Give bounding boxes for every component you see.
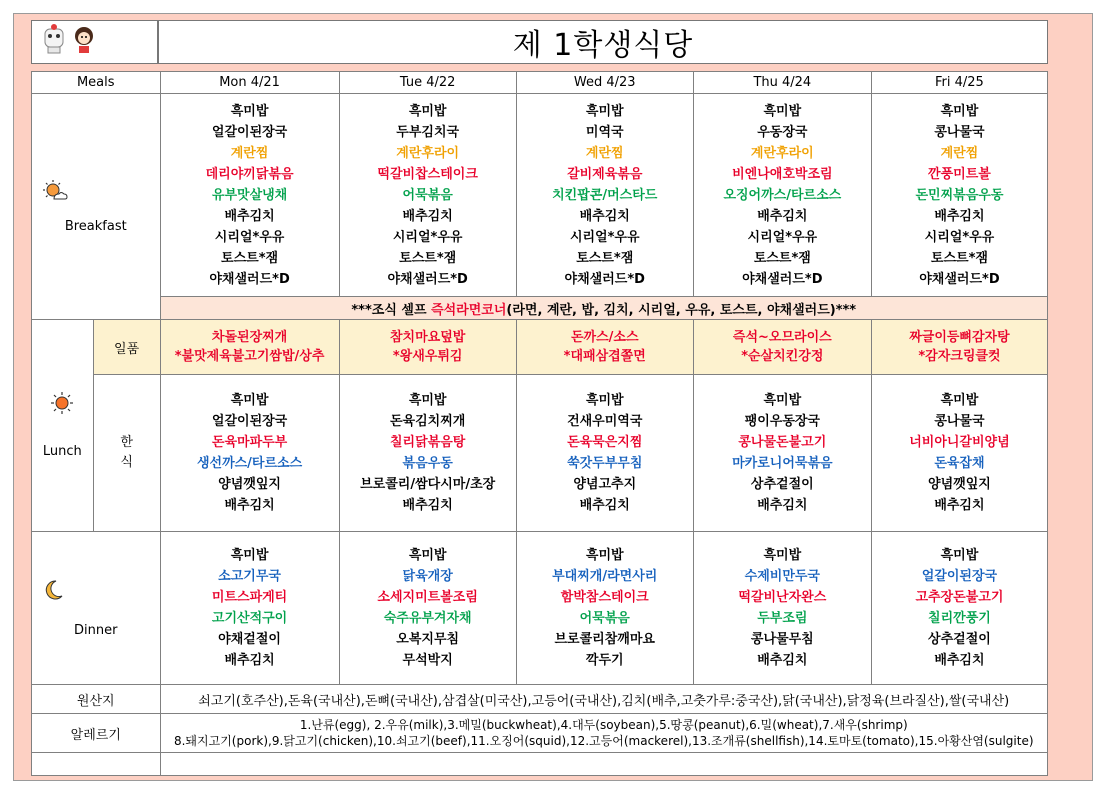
ilpum-item: *감자크링클컷 bbox=[918, 349, 1001, 364]
menu-item: 흑미밥 bbox=[940, 103, 979, 119]
menu-item: 깐풍미트볼 bbox=[928, 166, 991, 182]
allergy-line: 1.난류(egg), 2.우유(milk),3.메밀(buckwheat),4.대두(soybean),5.땅콩(peanut),6.밀(wheat),7.새우(shrimp) bbox=[299, 718, 908, 732]
menu-item: 수제비만두국 bbox=[744, 569, 820, 584]
menu-item: 흑미밥 bbox=[763, 393, 802, 408]
menu-item: 배추김치 bbox=[757, 208, 808, 224]
menu-item: 어묵볶음 bbox=[402, 187, 453, 203]
ilpum-item: 차돌된장찌개 bbox=[211, 330, 288, 345]
menu-item: 배추김치 bbox=[934, 208, 985, 224]
menu-item: 닭육개장 bbox=[402, 569, 453, 584]
hansik-day bbox=[871, 375, 1047, 532]
menu-item: 얼갈이된장국 bbox=[211, 414, 288, 429]
menu-item: 흑미밥 bbox=[230, 103, 269, 119]
moon-icon bbox=[42, 579, 64, 601]
menu-item: 돈육잡채 bbox=[934, 456, 985, 471]
menu-item: 흑미밥 bbox=[230, 393, 269, 408]
menu-item: 칠리닭볶음탕 bbox=[389, 435, 466, 450]
menu-item: 배추김치 bbox=[579, 498, 630, 513]
menu-item: 우동장국 bbox=[757, 124, 808, 140]
ilpum-item: *왕새우튀김 bbox=[392, 349, 463, 364]
menu-item: 양념깻잎지 bbox=[928, 477, 991, 492]
menu-item: 치킨팝콘/머스타드 bbox=[552, 187, 658, 203]
menu-item: 상추겉절이 bbox=[750, 477, 814, 492]
menu-item: 계란후라이 bbox=[750, 145, 814, 161]
menu-item: 토스트*잼 bbox=[399, 250, 457, 266]
day-header: Mon 4/21 bbox=[160, 72, 339, 94]
self-notice-highlight: 즉석라면코너 bbox=[431, 302, 507, 318]
menu-item: 토스트*잼 bbox=[753, 250, 811, 266]
origin-text: 쇠고기(호주산),돈육(국내산),돈뼈(국내산),삼겹살(미국산),고등어(국내산),김치(배추,고춧가루:중국산),닭(국내산),닭정육(브라질산),쌀(국내산) bbox=[160, 685, 1047, 714]
menu-item: 부대찌개/라면사리 bbox=[552, 569, 658, 584]
menu-item: 콩나물국 bbox=[934, 124, 985, 140]
ilpum-item: *순살치킨강정 bbox=[741, 349, 824, 364]
menu-item: 떡갈비난자완스 bbox=[738, 590, 827, 605]
menu-item: 깍두기 bbox=[585, 653, 624, 668]
menu-item: 어묵볶음 bbox=[579, 611, 630, 626]
ilpum-item: *불맛제육불고기쌈밥/상추 bbox=[174, 349, 325, 364]
menu-item: 배추김치 bbox=[757, 498, 808, 513]
menu-item: 볶음우동 bbox=[402, 456, 453, 471]
footer-blank bbox=[32, 753, 161, 776]
menu-item: 시리얼*우유 bbox=[392, 229, 463, 245]
self-notice-post: (라면, 계란, 밥, 김치, 시리얼, 우유, 토스트, 야채샐러드)*** bbox=[506, 302, 857, 318]
menu-item: 흑미밥 bbox=[940, 393, 979, 408]
menu-item: 배추김치 bbox=[934, 653, 985, 668]
menu-item: 흑미밥 bbox=[763, 548, 802, 563]
menu-item: 배추김치 bbox=[224, 498, 275, 513]
breakfast-day bbox=[693, 94, 871, 297]
hansik-day bbox=[339, 375, 516, 532]
self-notice bbox=[160, 297, 1047, 320]
menu-item: 계란찜 bbox=[940, 145, 979, 161]
menu-item: 토스트*잼 bbox=[221, 250, 279, 266]
menu-item: 고기산적구이 bbox=[211, 611, 288, 626]
menu-item: 너비아니갈비양념 bbox=[909, 435, 1010, 450]
day-header: Fri 4/25 bbox=[871, 72, 1047, 94]
menu-item: 양념고추지 bbox=[573, 477, 637, 492]
menu-item: 데리야끼닭볶음 bbox=[205, 166, 294, 182]
menu-item: 시리얼*우유 bbox=[214, 229, 285, 245]
menu-item: 배추김치 bbox=[402, 498, 453, 513]
dinner-day bbox=[871, 532, 1047, 685]
menu-item: 쑥갓두부무침 bbox=[567, 456, 643, 471]
menu-item: 계란후라이 bbox=[396, 145, 460, 161]
menu-item: 흑미밥 bbox=[585, 393, 624, 408]
menu-item: 계란찜 bbox=[230, 145, 269, 161]
menu-item: 야채겉절이 bbox=[218, 632, 281, 647]
menu-item: 생선까스/타르소스 bbox=[196, 456, 303, 471]
menu-item: 흑미밥 bbox=[585, 103, 624, 119]
menu-item: 흑미밥 bbox=[940, 548, 979, 563]
menu-table bbox=[31, 71, 1048, 776]
menu-item: 흑미밥 bbox=[230, 548, 269, 563]
breakfast-row bbox=[32, 94, 1048, 297]
sun-icon bbox=[51, 392, 73, 414]
menu-item: 칠리깐풍기 bbox=[928, 611, 991, 626]
menu-item: 상추겉절이 bbox=[928, 632, 991, 647]
menu-item: 콩나물무침 bbox=[750, 632, 814, 647]
header-row bbox=[32, 72, 1048, 94]
hansik-day bbox=[516, 375, 693, 532]
menu-item: 두부조림 bbox=[757, 611, 808, 626]
menu-item: 흑미밥 bbox=[408, 393, 447, 408]
menu-item: 고추장돈불고기 bbox=[915, 590, 1004, 605]
lunch-label: Lunch bbox=[42, 444, 82, 459]
ilpum-item: 즉석~오므라이스 bbox=[732, 330, 832, 345]
menu-item: 갈비제육볶음 bbox=[567, 166, 643, 182]
breakfast-day bbox=[339, 94, 516, 297]
menu-item: 시리얼*우유 bbox=[924, 229, 995, 245]
ilpum-item: 짜글이등뼈감자탕 bbox=[909, 330, 1010, 345]
menu-item: 야채샐러드*D bbox=[387, 271, 468, 287]
menu-item: 얼갈이된장국 bbox=[211, 124, 288, 140]
menu-item: 얼갈이된장국 bbox=[921, 569, 998, 584]
menu-item: 시리얼*우유 bbox=[569, 229, 640, 245]
allergy-label: 알레르기 bbox=[32, 714, 161, 753]
footer-row bbox=[32, 753, 1048, 776]
dinner-row bbox=[32, 532, 1048, 685]
ilpum-label: 일품 bbox=[93, 320, 160, 375]
menu-item: 배추김치 bbox=[402, 208, 453, 224]
menu-item: 콩나물돈불고기 bbox=[738, 435, 827, 450]
lunch-hansik-row bbox=[32, 375, 1048, 532]
ilpum-item: 돈까스/소스 bbox=[570, 330, 639, 345]
menu-item: 함박참스테이크 bbox=[560, 590, 649, 605]
menu-item: 미역국 bbox=[585, 124, 624, 140]
menu-item: 돈육묵은지찜 bbox=[567, 435, 643, 450]
origin-row bbox=[32, 685, 1048, 714]
menu-item: 시리얼*우유 bbox=[747, 229, 818, 245]
menu-item: 마카로니어묵볶음 bbox=[732, 456, 833, 471]
ilpum-day bbox=[871, 320, 1047, 375]
menu-item: 숙주유부겨자채 bbox=[383, 611, 472, 626]
breakfast-label: Breakfast bbox=[64, 219, 127, 234]
breakfast-day bbox=[516, 94, 693, 297]
dinner-day bbox=[516, 532, 693, 685]
menu-item: 배추김치 bbox=[579, 208, 630, 224]
ilpum-day bbox=[160, 320, 339, 375]
meals-header: Meals bbox=[32, 72, 161, 94]
dinner-label-cell bbox=[32, 532, 161, 685]
allergy-row bbox=[32, 714, 1048, 753]
footer-blank bbox=[160, 753, 1047, 776]
menu-item: 야채샐러드*D bbox=[919, 271, 1000, 287]
menu-item: 소세지미트볼조림 bbox=[377, 590, 478, 605]
menu-item: 브로콜리/쌈다시마/초장 bbox=[360, 477, 496, 492]
menu-item: 떡갈비찹스테이크 bbox=[377, 166, 478, 182]
menu-item: 양념깻잎지 bbox=[218, 477, 281, 492]
hansik-label: 한 식 bbox=[93, 375, 160, 532]
menu-item: 토스트*잼 bbox=[930, 250, 988, 266]
menu-item: 배추김치 bbox=[757, 653, 808, 668]
menu-item: 배추김치 bbox=[224, 208, 275, 224]
menu-item: 소고기무국 bbox=[218, 569, 281, 584]
logo bbox=[31, 20, 158, 64]
menu-item: 콩나물국 bbox=[934, 414, 985, 429]
allergy-text bbox=[160, 714, 1047, 753]
breakfast-day bbox=[871, 94, 1047, 297]
menu-item: 흑미밥 bbox=[408, 548, 447, 563]
day-header: Wed 4/23 bbox=[516, 72, 693, 94]
lunch-ilpum-row bbox=[32, 320, 1048, 375]
menu-item: 흑미밥 bbox=[585, 548, 624, 563]
menu-item: 야채샐러드*D bbox=[209, 271, 290, 287]
ilpum-day bbox=[516, 320, 693, 375]
dinner-label: Dinner bbox=[74, 622, 118, 638]
ilpum-item: *대패삼겹쫄면 bbox=[563, 349, 646, 364]
mascot-icon bbox=[32, 21, 102, 61]
page-title: 제 1학생식당 bbox=[158, 20, 1048, 64]
sun-cloud-icon bbox=[42, 179, 68, 203]
menu-item: 무석박지 bbox=[402, 653, 453, 668]
menu-item: 흑미밥 bbox=[408, 103, 447, 119]
dinner-day bbox=[339, 532, 516, 685]
menu-item: 오징어까스/타르소스 bbox=[723, 187, 842, 203]
breakfast-day bbox=[160, 94, 339, 297]
breakfast-label-cell bbox=[32, 94, 161, 320]
menu-item: 비엔나애호박조림 bbox=[732, 166, 833, 182]
menu-item: 배추김치 bbox=[224, 653, 275, 668]
dinner-day bbox=[693, 532, 871, 685]
menu-item: 배추김치 bbox=[934, 498, 985, 513]
menu-item: 유부맛살냉채 bbox=[211, 187, 288, 203]
menu-item: 흑미밥 bbox=[763, 103, 802, 119]
day-header: Thu 4/24 bbox=[693, 72, 871, 94]
menu-item: 돈육마파두부 bbox=[211, 435, 288, 450]
lunch-label-cell bbox=[32, 320, 94, 532]
menu-item: 브로콜리참깨마요 bbox=[554, 632, 655, 647]
ilpum-day bbox=[339, 320, 516, 375]
self-notice-row bbox=[32, 297, 1048, 320]
allergy-line: 8.돼지고기(pork),9.닭고기(chicken),10.쇠고기(beef),11.오징어(squid),12.고등어(mackerel),13.조개류(shellfish),14.토마토(tomato),15.아황산염(sulgite) bbox=[173, 734, 1034, 748]
ilpum-day bbox=[693, 320, 871, 375]
menu-item: 두부김치국 bbox=[396, 124, 460, 140]
menu-item: 야채샐러드*D bbox=[564, 271, 645, 287]
self-notice-pre: ***조식 셀프 bbox=[351, 302, 432, 318]
day-header: Tue 4/22 bbox=[339, 72, 516, 94]
hansik-day bbox=[160, 375, 339, 532]
ilpum-item: 참치마요덮밥 bbox=[389, 330, 466, 345]
menu-item: 토스트*잼 bbox=[576, 250, 634, 266]
menu-item: 오복지무침 bbox=[396, 632, 460, 647]
dinner-day bbox=[160, 532, 339, 685]
origin-label: 원산지 bbox=[32, 685, 161, 714]
menu-item: 미트스파게티 bbox=[211, 590, 288, 605]
menu-item: 팽이우동장국 bbox=[744, 414, 820, 429]
menu-item: 돈민찌볶음우동 bbox=[915, 187, 1004, 203]
menu-item: 돈육김치찌개 bbox=[389, 414, 466, 429]
menu-item: 계란찜 bbox=[585, 145, 624, 161]
hansik-day bbox=[693, 375, 871, 532]
menu-item: 야채샐러드*D bbox=[742, 271, 823, 287]
menu-item: 건새우미역국 bbox=[567, 414, 643, 429]
